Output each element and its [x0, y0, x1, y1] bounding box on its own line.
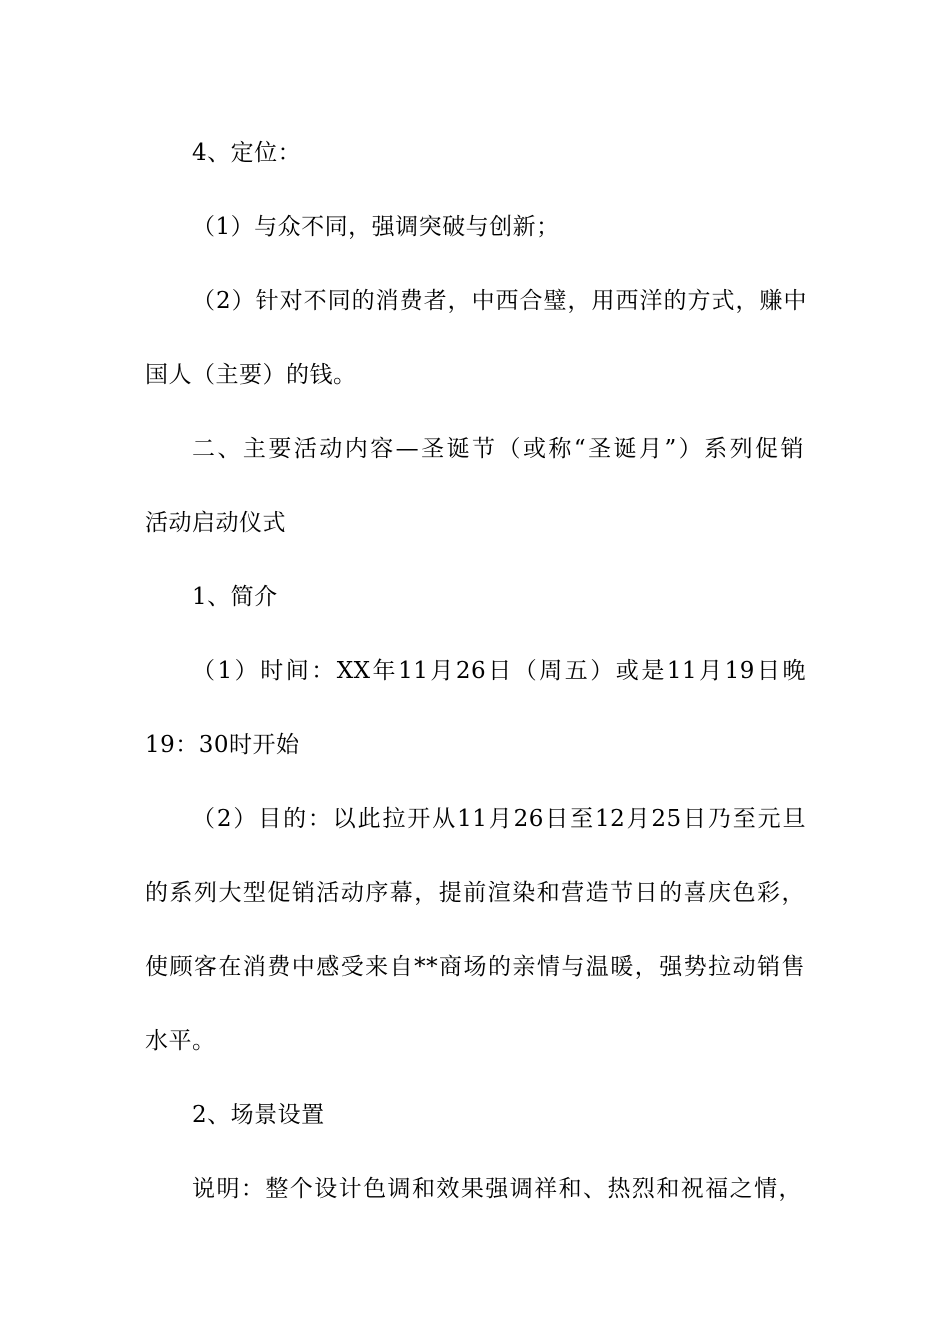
section-heading-continued: 活动启动仪式: [145, 510, 286, 536]
heading-positioning: 4、定位：: [192, 140, 302, 166]
paragraph-line: 19：30时开始: [145, 732, 300, 758]
paragraph-line: 国人（主要）的钱。: [145, 362, 357, 388]
paragraph-line: 使顾客在消费中感受来自**商场的亲情与温暖，强势拉动销售: [145, 954, 805, 980]
paragraph-line: （1）与众不同，强调突破与创新；: [192, 214, 560, 240]
paragraph-line: 的系列大型促销活动序幕，提前渲染和营造节日的喜庆色彩，: [145, 880, 805, 906]
subheading-scene-setup: 2、场景设置: [192, 1102, 325, 1128]
paragraph-line: 水平。: [145, 1028, 216, 1054]
paragraph-line: （2）针对不同的消费者，中西合璧，用西洋的方式，赚中: [192, 288, 807, 314]
paragraph-line: （2）目的：以此拉开从11月26日至12月25日乃至元旦: [192, 806, 806, 832]
paragraph-line: 说明：整个设计色调和效果强调祥和、热烈和祝福之情，: [192, 1176, 802, 1202]
paragraph-line: （1）时间：XX年11月26日（周五）或是11月19日晚: [192, 658, 806, 684]
subheading-intro: 1、简介: [192, 584, 278, 610]
section-heading: 二、主要活动内容—圣诞节（或称“圣诞月”）系列促销: [192, 436, 804, 462]
